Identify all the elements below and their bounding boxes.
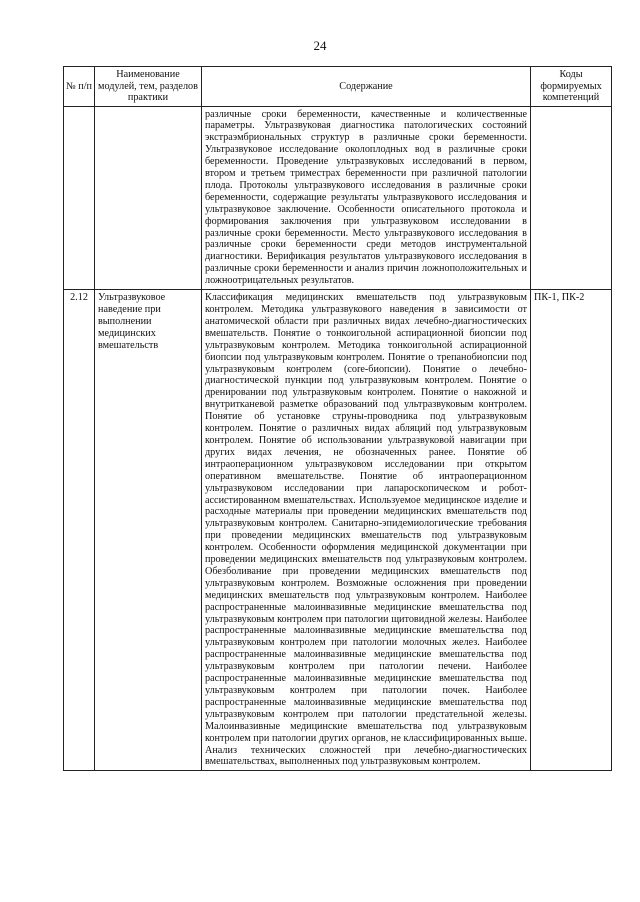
- row-name: Ультразвуковое наведение при выполнении медицинских вмешательств: [95, 290, 202, 771]
- row-number: [64, 106, 95, 290]
- row-content: Классификация медицинских вмешательств под ультразвуковым контролем. Методика ультразвукового наведения в зависимости от анатомической области при различных видах лечебно-диагностических вмешательств. Понятие о тонкоигольной аспирационной биопсии под ультразвуковым контролем. Методика тонкоигольной аспирационной биопсии под ультразвуковым контролем. Понятие о трепанобиопсии под ультразвуковым контролем (core-биопсии). Понятие о лечебно-диагностической пункции под ультразвуковым контролем. Понятие о дренировании под ультразвуковым контролем. Понятие о накожной и внутритканевой разметке образований под ультразвуковым контролем. Понятие об установке струны-проводника под ультразвуковым контролем. Понятие о различных видах абляций под ультразвуковым контролем. Понятие об использовании ультразвуковой навигации при других видах лечения, не обозначенных ранее. Понятие об интраоперационном ультразвуковом исследовании при открытом оперативном вмешательстве. Понятие об интраоперационном ультразвуковом исследовании при лапароскопическом и робот-ассистированном вмешательствах. Используемое медицинское изделие и расходные материалы при проведении медицинских вмешательств под ультразвуковым контролем. Санитарно-эпидемиологические требования при проведении медицинских вмешательств под ультразвуковым контролем. Особенности оформления медицинской документации при проведении медицинских вмешательств под ультразвуковым контролем. Обезболивание при проведении медицинских вмешательств под ультразвуковым контролем. Возможные осложнения при проведении медицинских вмешательств под ультразвуковым контролем. Наиболее распространенные малоинвазивные медицинские вмешательства под ультразвуковым контролем при патологии щитовидной железы. Наиболее распространенные малоинвазивные медицинские вмешательства под ультразвуковым контролем при патологии молочных желез. Наиболее распространенные малоинвазивные медицинские вмешательства под ультразвуковым контролем при патологии печени. Наиболее распространенные малоинвазивные медицинские вмешательства под ультразвуковым контролем при патологии почек. Наиболее распространенные малоинвазивные медицинские вмешательства под ультразвуковым контролем при патологии предстательной железы. Малоинвазивные медицинские вмешательства под ультразвуковым контролем при патологии других органов, не классифицированных выше. Анализ технических сложностей при лечебно-диагностических вмешательствах, выполненных под ультразвуковым контролем.: [202, 290, 531, 771]
- row-name: [95, 106, 202, 290]
- header-name: Наименование модулей, тем, разделов практики: [95, 67, 202, 107]
- header-number: № п/п: [64, 67, 95, 107]
- header-codes: Коды формируемых компетенций: [531, 67, 612, 107]
- header-content: Содержание: [202, 67, 531, 107]
- row-content: различные сроки беременности, качественные и количественные параметры. Ультразвуковая диагностика патологических состояний экстраэмбриональных структур в различные сроки беременности. Ультразвуковое исследование околоплодных вод в различные сроки беременности. Проведение ультразвуковых исследований в первом, втором и третьем триместрах беременности при различной патологии плода. Протоколы ультразвукового исследования в различные сроки беременности, содержащие результаты ультразвукового исследования и ультразвуковое заключение. Особенности описательного протокола и формирования заключения при ультразвуковом исследовании в различные сроки беременности. Место ультразвукового исследования в различные сроки беременности среди методов инструментальной диагностики. Верификация результатов ультразвукового исследования в различные сроки беременности и анализ причин ложноположительных и ложноотрицательных результатов.: [202, 106, 531, 290]
- page-number: 24: [313, 38, 327, 53]
- table-header-row: [64, 67, 612, 107]
- row-number: 2.12: [64, 290, 95, 771]
- row-codes: [531, 106, 612, 290]
- table-row: [64, 290, 612, 771]
- row-codes: ПК-1, ПК-2: [531, 290, 612, 771]
- curriculum-table: [63, 66, 612, 771]
- table-row: [64, 106, 612, 290]
